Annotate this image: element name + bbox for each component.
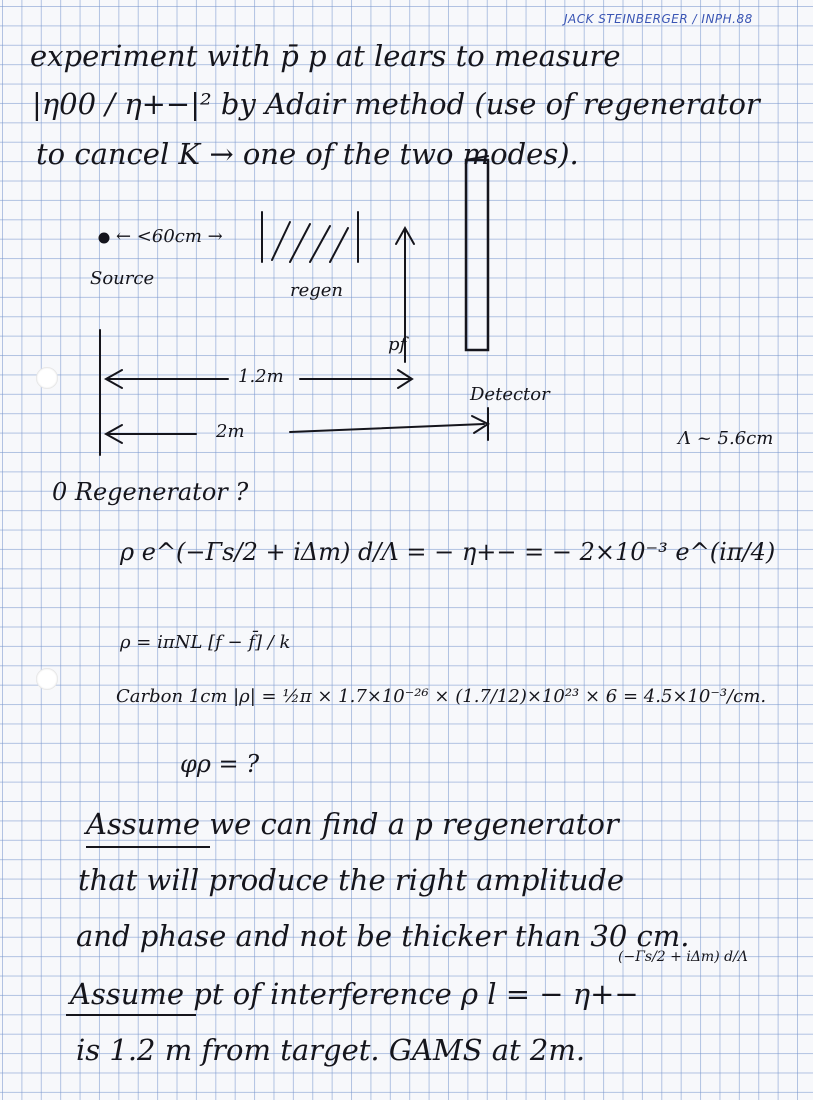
regenerator-heading: 0 Regenerator ? (52, 478, 249, 506)
source-distance-label: ← <60cm → (116, 226, 223, 247)
distance-2m-label: 2m (216, 421, 245, 442)
lambda-note: Λ ~ 5.6cm (678, 428, 774, 449)
assume-line-4 (70, 977, 639, 1011)
assume-underline-1 (86, 846, 210, 848)
regen-label: regen (290, 280, 344, 301)
regenerator-equation-1: ρ e^(−Γs/2 + iΔm) d/Λ = − η+− = − 2×10⁻³ e^(iπ/4) (120, 538, 776, 566)
regenerator-equation-4: φρ = ? (180, 750, 260, 778)
intro-line-3: to cancel K → one of the two modes). (36, 137, 579, 171)
distance-1-2m-label: 1.2m (238, 366, 284, 387)
regenerator-equation-2: ρ = iπNL [f − f̄] / k (120, 632, 291, 653)
intro-line-2: |η00 / η+−|² by Adair method (use of regenerator (32, 87, 760, 121)
assume-line-4-lead: Assume (70, 977, 185, 1011)
assume-line-4-superscript: (−Γs/2 + iΔm) d/Λ (618, 949, 748, 965)
corner-note: JACK STEINBERGER / INPH.88 (564, 12, 753, 26)
assume-line-4-rest: pt of interference ρ l = − η+− (193, 977, 639, 1011)
detector-label: Detector (470, 384, 550, 405)
intro-line-1: experiment with p̄ p at lears to measure (30, 39, 621, 73)
assume-line-5: is 1.2 m from target. GAMS at 2m. (76, 1033, 586, 1067)
source-dot (99, 233, 109, 243)
regenerator-equation-3: Carbon 1cm |ρ| = ½π × 1.7×10⁻²⁶ × (1.7/12)×10²³ × 6 = 4.5×10⁻³/cm. (116, 686, 767, 707)
assume-line-3: and phase and not be thicker than 30 cm. (76, 919, 690, 953)
assume-line-1 (86, 807, 619, 841)
assume-line-2: that will produce the right amplitude (78, 863, 625, 897)
source-label: Source (90, 268, 155, 289)
assume-line-1-rest: we can find a p regenerator (209, 807, 619, 841)
assume-underline-2 (66, 1014, 196, 1016)
pf-label: pf (388, 334, 407, 355)
assume-line-1-lead: Assume (86, 807, 201, 841)
